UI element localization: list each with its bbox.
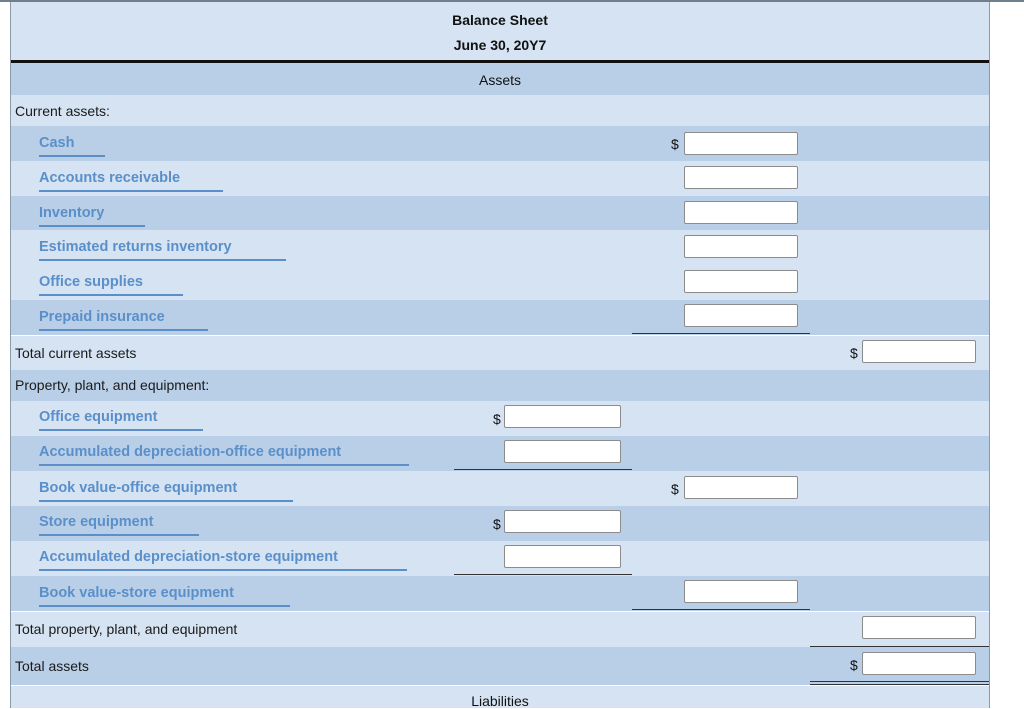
accounts-receivable-amount-input[interactable] xyxy=(684,166,798,189)
accum-depr-store-amount-input[interactable] xyxy=(504,545,621,568)
account-select-estimated-returns-inventory[interactable]: Estimated returns inventory xyxy=(39,239,286,261)
subtotal-rule xyxy=(454,469,632,470)
ppe-heading: Property, plant, and equipment: xyxy=(15,377,210,393)
row-accum-depr-store xyxy=(11,541,989,576)
total-ppe-input[interactable] xyxy=(862,616,976,639)
sheet-title: Balance Sheet xyxy=(452,12,548,28)
row-total-current-assets xyxy=(11,336,989,370)
dollar-sign: $ xyxy=(493,411,501,427)
account-select-inventory[interactable]: Inventory xyxy=(39,205,145,227)
current-assets-heading-row xyxy=(11,95,989,126)
row-total-ppe xyxy=(11,612,989,647)
account-select-accounts-receivable[interactable]: Accounts receivable xyxy=(39,170,223,192)
row-prepaid-insurance xyxy=(11,300,989,335)
liabilities-heading: Liabilities xyxy=(471,693,529,709)
row-office-equipment xyxy=(11,401,989,436)
sheet-date: June 30, 20Y7 xyxy=(453,37,547,53)
dollar-sign: $ xyxy=(671,481,679,497)
row-inventory xyxy=(11,196,989,230)
total-current-assets-label: Total current assets xyxy=(15,345,137,361)
prepaid-insurance-amount-input[interactable] xyxy=(684,304,798,327)
row-estimated-returns-inventory xyxy=(11,230,989,265)
account-select-cash[interactable]: Cash xyxy=(39,135,105,157)
current-assets-heading: Current assets: xyxy=(15,103,110,119)
office-supplies-amount-input[interactable] xyxy=(684,270,798,293)
assets-heading: Assets xyxy=(478,72,521,88)
total-assets-label: Total assets xyxy=(15,658,89,674)
store-equipment-amount-input[interactable] xyxy=(504,510,621,533)
row-book-value-store xyxy=(11,576,989,611)
book-value-office-amount-input[interactable] xyxy=(684,476,798,499)
account-select-office-supplies[interactable]: Office supplies xyxy=(39,274,183,296)
total-current-assets-input[interactable] xyxy=(862,340,976,363)
office-equipment-amount-input[interactable] xyxy=(504,405,621,428)
account-select-book-value-store[interactable]: Book value-store equipment xyxy=(39,585,290,607)
row-book-value-office xyxy=(11,471,989,506)
account-select-store-equipment[interactable]: Store equipment xyxy=(39,514,199,536)
total-ppe-label: Total property, plant, and equipment xyxy=(15,621,238,637)
double-rule-top xyxy=(810,681,989,682)
accum-depr-office-amount-input[interactable] xyxy=(504,440,621,463)
dollar-sign: $ xyxy=(850,345,858,361)
account-select-accum-depr-store[interactable]: Accumulated depreciation-store equipment xyxy=(39,549,407,571)
account-select-prepaid-insurance[interactable]: Prepaid insurance xyxy=(39,309,208,331)
row-accum-depr-office xyxy=(11,436,989,471)
subtotal-rule xyxy=(632,333,810,334)
dollar-sign: $ xyxy=(671,136,679,152)
row-total-assets xyxy=(11,647,989,685)
row-office-supplies xyxy=(11,265,989,300)
liabilities-heading-row xyxy=(11,686,989,708)
row-store-equipment xyxy=(11,506,989,541)
total-assets-input[interactable] xyxy=(862,652,976,675)
estimated-returns-inventory-amount-input[interactable] xyxy=(684,235,798,258)
account-select-book-value-office[interactable]: Book value-office equipment xyxy=(39,480,293,502)
assets-heading-row xyxy=(11,63,989,95)
cash-amount-input[interactable] xyxy=(684,132,798,155)
sheet-header xyxy=(11,2,989,60)
row-accounts-receivable xyxy=(11,161,989,196)
double-rule-bottom xyxy=(810,684,989,685)
subtotal-rule xyxy=(454,574,632,575)
subtotal-rule xyxy=(632,609,810,610)
balance-sheet-form xyxy=(10,2,990,708)
account-select-accum-depr-office[interactable]: Accumulated depreciation-office equipment xyxy=(39,444,409,466)
book-value-store-amount-input[interactable] xyxy=(684,580,798,603)
ppe-heading-row xyxy=(11,370,989,401)
dollar-sign: $ xyxy=(493,516,501,532)
dollar-sign: $ xyxy=(850,657,858,673)
inventory-amount-input[interactable] xyxy=(684,201,798,224)
row-cash xyxy=(11,126,989,161)
account-select-office-equipment[interactable]: Office equipment xyxy=(39,409,203,431)
